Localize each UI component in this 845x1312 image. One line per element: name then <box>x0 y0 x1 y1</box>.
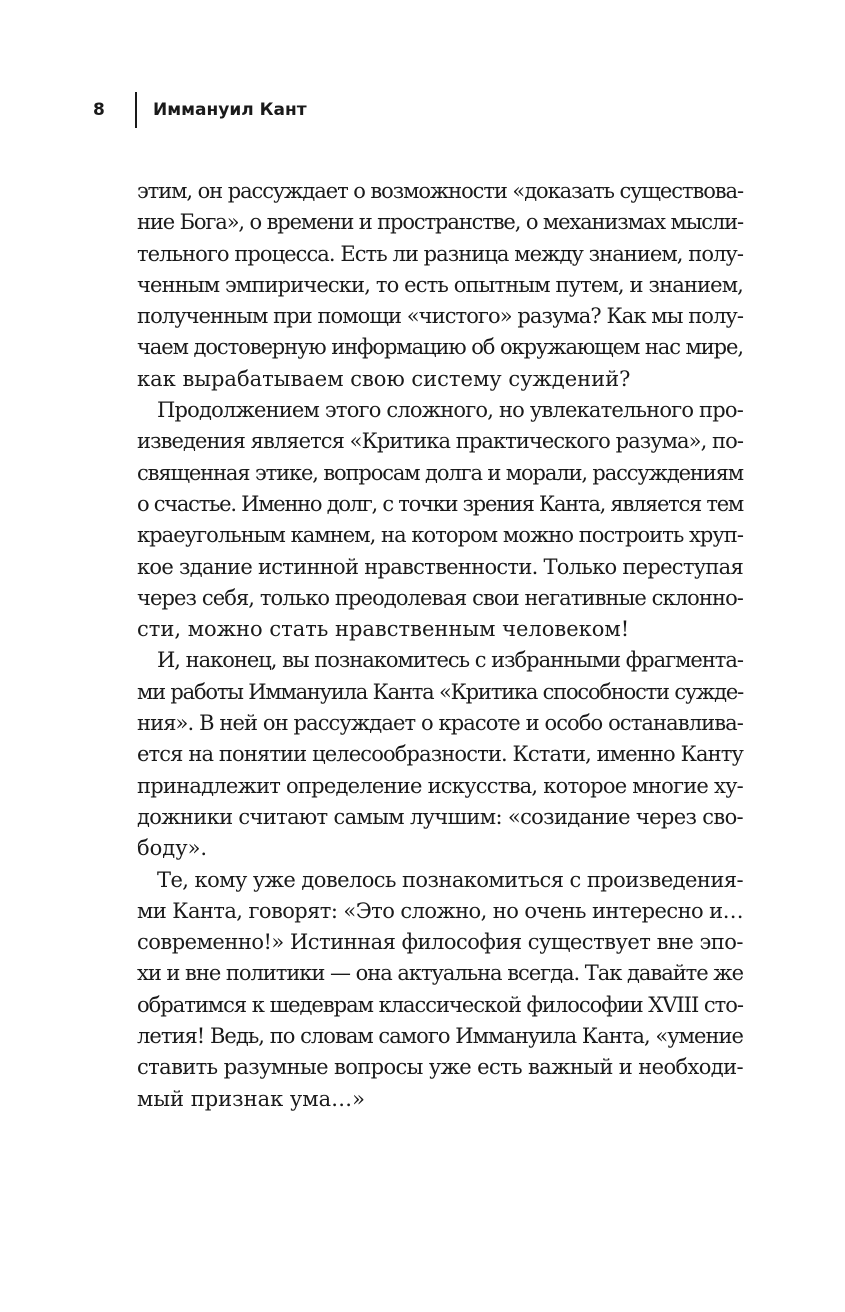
text-line: о счастье. Именно долг, с точки зрения Канта, является тем <box>137 491 743 516</box>
page-header <box>93 92 307 128</box>
text-line: ченным эмпирически, то есть опытным путем, и знанием, <box>137 272 743 297</box>
text-line: ется на понятии целесообразности. Кстати, именно Канту <box>137 742 743 767</box>
text-line: через себя, только преодолевая свои негативные склонно- <box>137 585 743 610</box>
text-line: хи и вне политики — она актуальна всегда. Так давайте же <box>137 961 743 986</box>
text-line: чаем достоверную информацию об окружающем нас мире, <box>137 335 743 360</box>
paragraph <box>137 395 743 645</box>
text-line: принадлежит определение искусства, которое многие ху- <box>137 773 743 798</box>
text-line: дожники считают самым лучшим: «созидание через сво- <box>137 804 743 829</box>
text-line: мый признак ума…» <box>137 1086 365 1111</box>
text-line: как вырабатываем свою систему суждений? <box>137 366 631 391</box>
text-line: И, наконец, вы познакомитесь с избранными фрагмента- <box>157 648 743 673</box>
text-line: изведения является «Критика практического разума», по- <box>137 429 743 454</box>
text-line: священная этике, вопросам долга и морали, рассуждениям <box>137 460 743 485</box>
text-line: Те, кому уже довелось познакомиться с произведения- <box>157 867 743 892</box>
page-number: 8 <box>93 100 105 120</box>
text-line: ми работы Иммануила Канта «Критика способности сужде- <box>137 679 743 704</box>
text-line: краеугольным камнем, на котором можно построить хруп- <box>137 523 743 548</box>
text-line: ставить разумные вопросы уже есть важный и необходи- <box>137 1055 743 1080</box>
text-line: сти, можно стать нравственным человеком! <box>137 617 630 642</box>
text-line: обратимся к шедеврам классической философии XVIII сто- <box>137 992 743 1017</box>
text-line: Продолжением этого сложного, но увлекательного про- <box>157 398 743 423</box>
text-line: кое здание истинной нравственности. Только переступая <box>137 554 743 579</box>
text-line: боду». <box>137 836 208 861</box>
paragraph <box>137 645 743 864</box>
text-line: ния». В ней он рассуждает о красоте и особо останавлива- <box>137 711 743 736</box>
paragraph <box>137 865 743 1115</box>
text-line: современно!» Истинная философия существует вне эпо- <box>137 930 743 955</box>
text-line: ми Канта, говорят: «Это сложно, но очень интересно и… <box>137 898 743 923</box>
text-line: полученным при помощи «чистого» разума? Как мы полу- <box>137 304 743 329</box>
text-line: летия! Ведь, по словам самого Иммануила Канта, «умение <box>137 1024 743 1049</box>
header-divider <box>135 92 137 128</box>
text-line: тельного процесса. Есть ли разница между знанием, полу- <box>137 241 743 266</box>
body-text <box>137 176 743 1115</box>
running-title: Иммануил Кант <box>153 100 307 120</box>
text-line: ние Бога», о времени и пространстве, о механизмах мысли- <box>137 210 743 235</box>
paragraph <box>137 176 743 395</box>
text-line: этим, он рассуждает о возможности «доказать существова- <box>137 179 743 203</box>
